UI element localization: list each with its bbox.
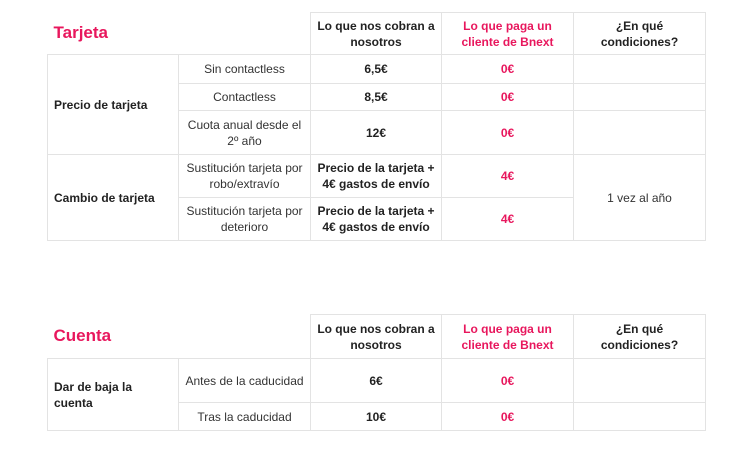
row-client-price: 0€ [442, 359, 574, 403]
tarjeta-fees-table [47, 12, 706, 241]
row-cost: Precio de la tarjeta + 4€ gastos de envío [311, 155, 442, 198]
row-cost: 10€ [311, 403, 442, 431]
row-client-price: 4€ [442, 155, 574, 198]
row-conditions [574, 111, 706, 155]
table-row [48, 55, 706, 84]
table-row [48, 359, 706, 403]
header-cost: Lo que nos cobran a nosotros [311, 315, 442, 359]
row-conditions [574, 359, 706, 403]
row-conditions [574, 84, 706, 111]
row-client-price: 0€ [442, 55, 574, 84]
table-row [48, 155, 706, 198]
row-cost: Precio de la tarjeta + 4€ gastos de envío [311, 198, 442, 241]
row-cost: 12€ [311, 111, 442, 155]
header-cost: Lo que nos cobran a nosotros [311, 13, 442, 55]
row-client-price: 0€ [442, 111, 574, 155]
header-conditions: ¿En qué condiciones? [574, 315, 706, 359]
row-item: Tras la caducidad [179, 403, 311, 431]
group-label-cambio-tarjeta: Cambio de tarjeta [48, 155, 179, 241]
row-client-price: 4€ [442, 198, 574, 241]
group-label-dar-de-baja: Dar de baja la cuenta [48, 359, 179, 431]
tarjeta-header-row [48, 13, 706, 55]
row-cost: 6,5€ [311, 55, 442, 84]
row-client-price: 0€ [442, 403, 574, 431]
row-item: Sin contactless [179, 55, 311, 84]
row-conditions [574, 403, 706, 431]
row-item: Antes de la caducidad [179, 359, 311, 403]
row-item: Sustitución tarjeta por robo/extravío [179, 155, 311, 198]
row-cost: 8,5€ [311, 84, 442, 111]
row-conditions [574, 55, 706, 84]
header-conditions: ¿En qué condiciones? [574, 13, 706, 55]
row-client-price: 0€ [442, 84, 574, 111]
group-label-precio-tarjeta: Precio de tarjeta [48, 55, 179, 155]
row-item: Cuota anual desde el 2º año [179, 111, 311, 155]
row-cost: 6€ [311, 359, 442, 403]
row-item: Contactless [179, 84, 311, 111]
header-client-price: Lo que paga un cliente de Bnext [442, 13, 574, 55]
tarjeta-section-title: Tarjeta [48, 13, 311, 55]
cuenta-fees-table [47, 314, 706, 431]
cuenta-header-row [48, 315, 706, 359]
row-item: Sustitución tarjeta por deterioro [179, 198, 311, 241]
header-client-price: Lo que paga un cliente de Bnext [442, 315, 574, 359]
row-conditions: 1 vez al año [574, 155, 706, 241]
cuenta-section-title: Cuenta [48, 315, 311, 359]
